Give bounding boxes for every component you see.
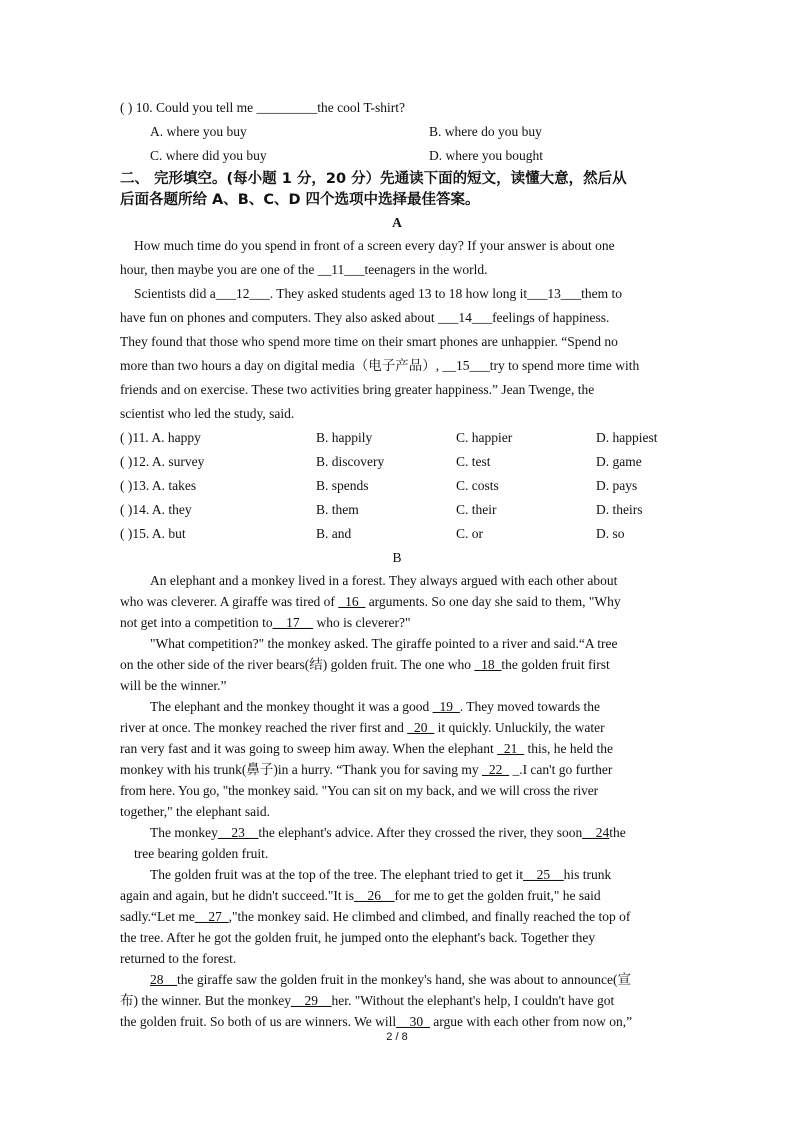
passage-a-line: hour, then maybe you are one of the __11___teenagers in the world. — [120, 262, 488, 277]
passage-b-line: tree bearing golden fruit. — [134, 846, 269, 861]
blank-30: __30_ — [396, 1014, 430, 1029]
blank-12: ___12___ — [215, 286, 270, 301]
option-14-d: D. theirs — [596, 502, 643, 517]
passage-b-line: An elephant and a monkey lived in a forest. They always argued with each other about — [150, 573, 618, 588]
option-12-a: ( )12. A. survey — [120, 454, 205, 469]
blank-20: _20_ — [407, 720, 435, 735]
passage-a-line: friends and on exercise. These two activities bring greater happiness.” Jean Twenge, the — [120, 382, 595, 397]
passage-b-line: The monkey__23__the elephant's advice. After they crossed the river, they soon__24the — [150, 825, 626, 840]
option-15-b: B. and — [316, 526, 352, 541]
option-14-a: ( )14. A. they — [120, 502, 192, 517]
option-13-b: B. spends — [316, 478, 369, 493]
blank-13: ___13___ — [527, 286, 582, 301]
passage-b-line: again and again, but he didn't succeed."It is__26__for me to get the golden fruit," he said — [120, 888, 601, 903]
passage-b-line: on the other side of the river bears(结) golden fruit. The one who _18_the golden fruit first — [120, 657, 610, 672]
q10-stem: ( ) 10. Could you tell me _________the cool T-shirt? — [120, 100, 405, 115]
option-11-c: C. happier — [456, 430, 513, 445]
passage-a-line: How much time do you spend in front of a screen every day? If your answer is about one — [134, 238, 615, 253]
blank-16: _16_ — [338, 594, 366, 609]
passage-b-line: "What competition?" the monkey asked. The giraffe pointed to a river and said.“A tree — [150, 636, 618, 651]
passage-b-line: from here. You go, "the monkey said. "You can sit on my back, and we will cross the river — [120, 783, 599, 798]
option-11-a: ( )11. A. happy — [120, 430, 201, 445]
passage-a-line: They found that those who spend more time on their smart phones are unhappier. “Spend no — [120, 334, 618, 349]
blank-22: _22_ — [482, 762, 510, 777]
blank-25: __25__ — [523, 867, 564, 882]
q10-option-a: A. where you buy — [150, 124, 247, 139]
passage-b-line: not get into a competition to__17__ who is cleverer?" — [120, 615, 411, 630]
option-12-b: B. discovery — [316, 454, 385, 469]
page-number: 2 / 8 — [386, 1031, 408, 1043]
passage-b-line: returned to the forest. — [120, 951, 237, 966]
option-14-b: B. them — [316, 502, 359, 517]
blank-26: __26__ — [354, 888, 395, 903]
passage-a-line: have fun on phones and computers. They also asked about ___14___feelings of happiness. — [120, 310, 610, 325]
blank-11: __11___ — [317, 262, 365, 277]
blank-21: _21_ — [497, 741, 525, 756]
passage-b-label: B — [392, 550, 402, 565]
blank-18: _18_ — [474, 657, 502, 672]
option-13-c: C. costs — [456, 478, 499, 493]
option-15-a: ( )15. A. but — [120, 526, 186, 541]
option-14-c: C. their — [456, 502, 497, 517]
blank-29: __29__ — [290, 993, 332, 1008]
passage-b-line: together," the elephant said. — [120, 804, 271, 819]
passage-b-line: will be the winner.” — [120, 678, 227, 693]
passage-b-line: ran very fast and it was going to sweep him away. When the elephant _21_ this, he held the — [120, 741, 613, 756]
passage-b-line: The elephant and the monkey thought it was a good _19_. They moved towards the — [150, 699, 601, 714]
q10-option-d: D. where you bought — [429, 148, 543, 163]
passage-b-line: 布) the winner. But the monkey__29__her. "Without the elephant's help, I couldn't have got — [120, 993, 615, 1008]
option-13-a: ( )13. A. takes — [120, 478, 197, 493]
passage-a-label: A — [392, 215, 402, 230]
passage-b-line: river at once. The monkey reached the river first and _20_ it quickly. Unluckily, the water — [120, 720, 605, 735]
passage-a-line: Scientists did a___12___. They asked students aged 13 to 18 how long it___13___them to — [134, 286, 622, 301]
section2-heading-line2: 后面各题所给 A、B、C、D 四个选项中选择最佳答案。 — [120, 192, 480, 208]
option-13-d: D. pays — [596, 478, 638, 493]
blank-14: ___14___ — [438, 310, 493, 325]
passage-b-line: sadly.“Let me__27_,"the monkey said. He climbed and climbed, and finally reached the top of — [120, 909, 631, 924]
q10-option-c: C. where did you buy — [150, 148, 267, 163]
passage-b-line: the golden fruit. So both of us are winners. We will__30_ argue with each other from now on,” — [120, 1014, 633, 1029]
section2-heading-line1: 二、 完形填空。(每小题 1 分，20 分）先通读下面的短文，读懂大意，然后从 — [120, 171, 627, 187]
option-15-d: D. so — [596, 526, 625, 541]
option-15-c: C. or — [456, 526, 483, 541]
passage-b-line: 28__the giraffe saw the golden fruit in the monkey's hand, she was about to announce(宣 — [150, 972, 631, 987]
passage-b-line: who was cleverer. A giraffe was tired of _16_ arguments. So one day she said to them, "Why — [120, 594, 621, 609]
passage-b-line: The golden fruit was at the top of the tree. The elephant tried to get it__25__his trunk — [150, 867, 612, 882]
option-12-c: C. test — [456, 454, 491, 469]
option-12-d: D. game — [596, 454, 642, 469]
blank-28: 28__ — [150, 972, 177, 987]
passage-b-line: the tree. After he got the golden fruit, he jumped onto the elephant's back. Together they — [120, 930, 596, 945]
blank-17: __17__ — [272, 615, 314, 630]
option-11-b: B. happily — [316, 430, 373, 445]
passage-a-line: scientist who led the study, said. — [120, 406, 295, 421]
blank-23: __23__ — [217, 825, 259, 840]
passage-b-line: monkey with his trunk(鼻子)in a hurry. “Thank you for saving my _22_ _.I can't go further — [120, 762, 613, 777]
q10-option-b: B. where do you buy — [429, 124, 542, 139]
blank-24: __24 — [582, 825, 610, 840]
blank-27: __27_ — [194, 909, 229, 924]
passage-a-line: more than two hours a day on digital media（电子产品）, __15___try to spend more time with — [120, 358, 640, 373]
blank-15: __15___ — [442, 358, 490, 373]
option-11-d: D. happiest — [596, 430, 658, 445]
blank-19: _19_ — [432, 699, 460, 714]
